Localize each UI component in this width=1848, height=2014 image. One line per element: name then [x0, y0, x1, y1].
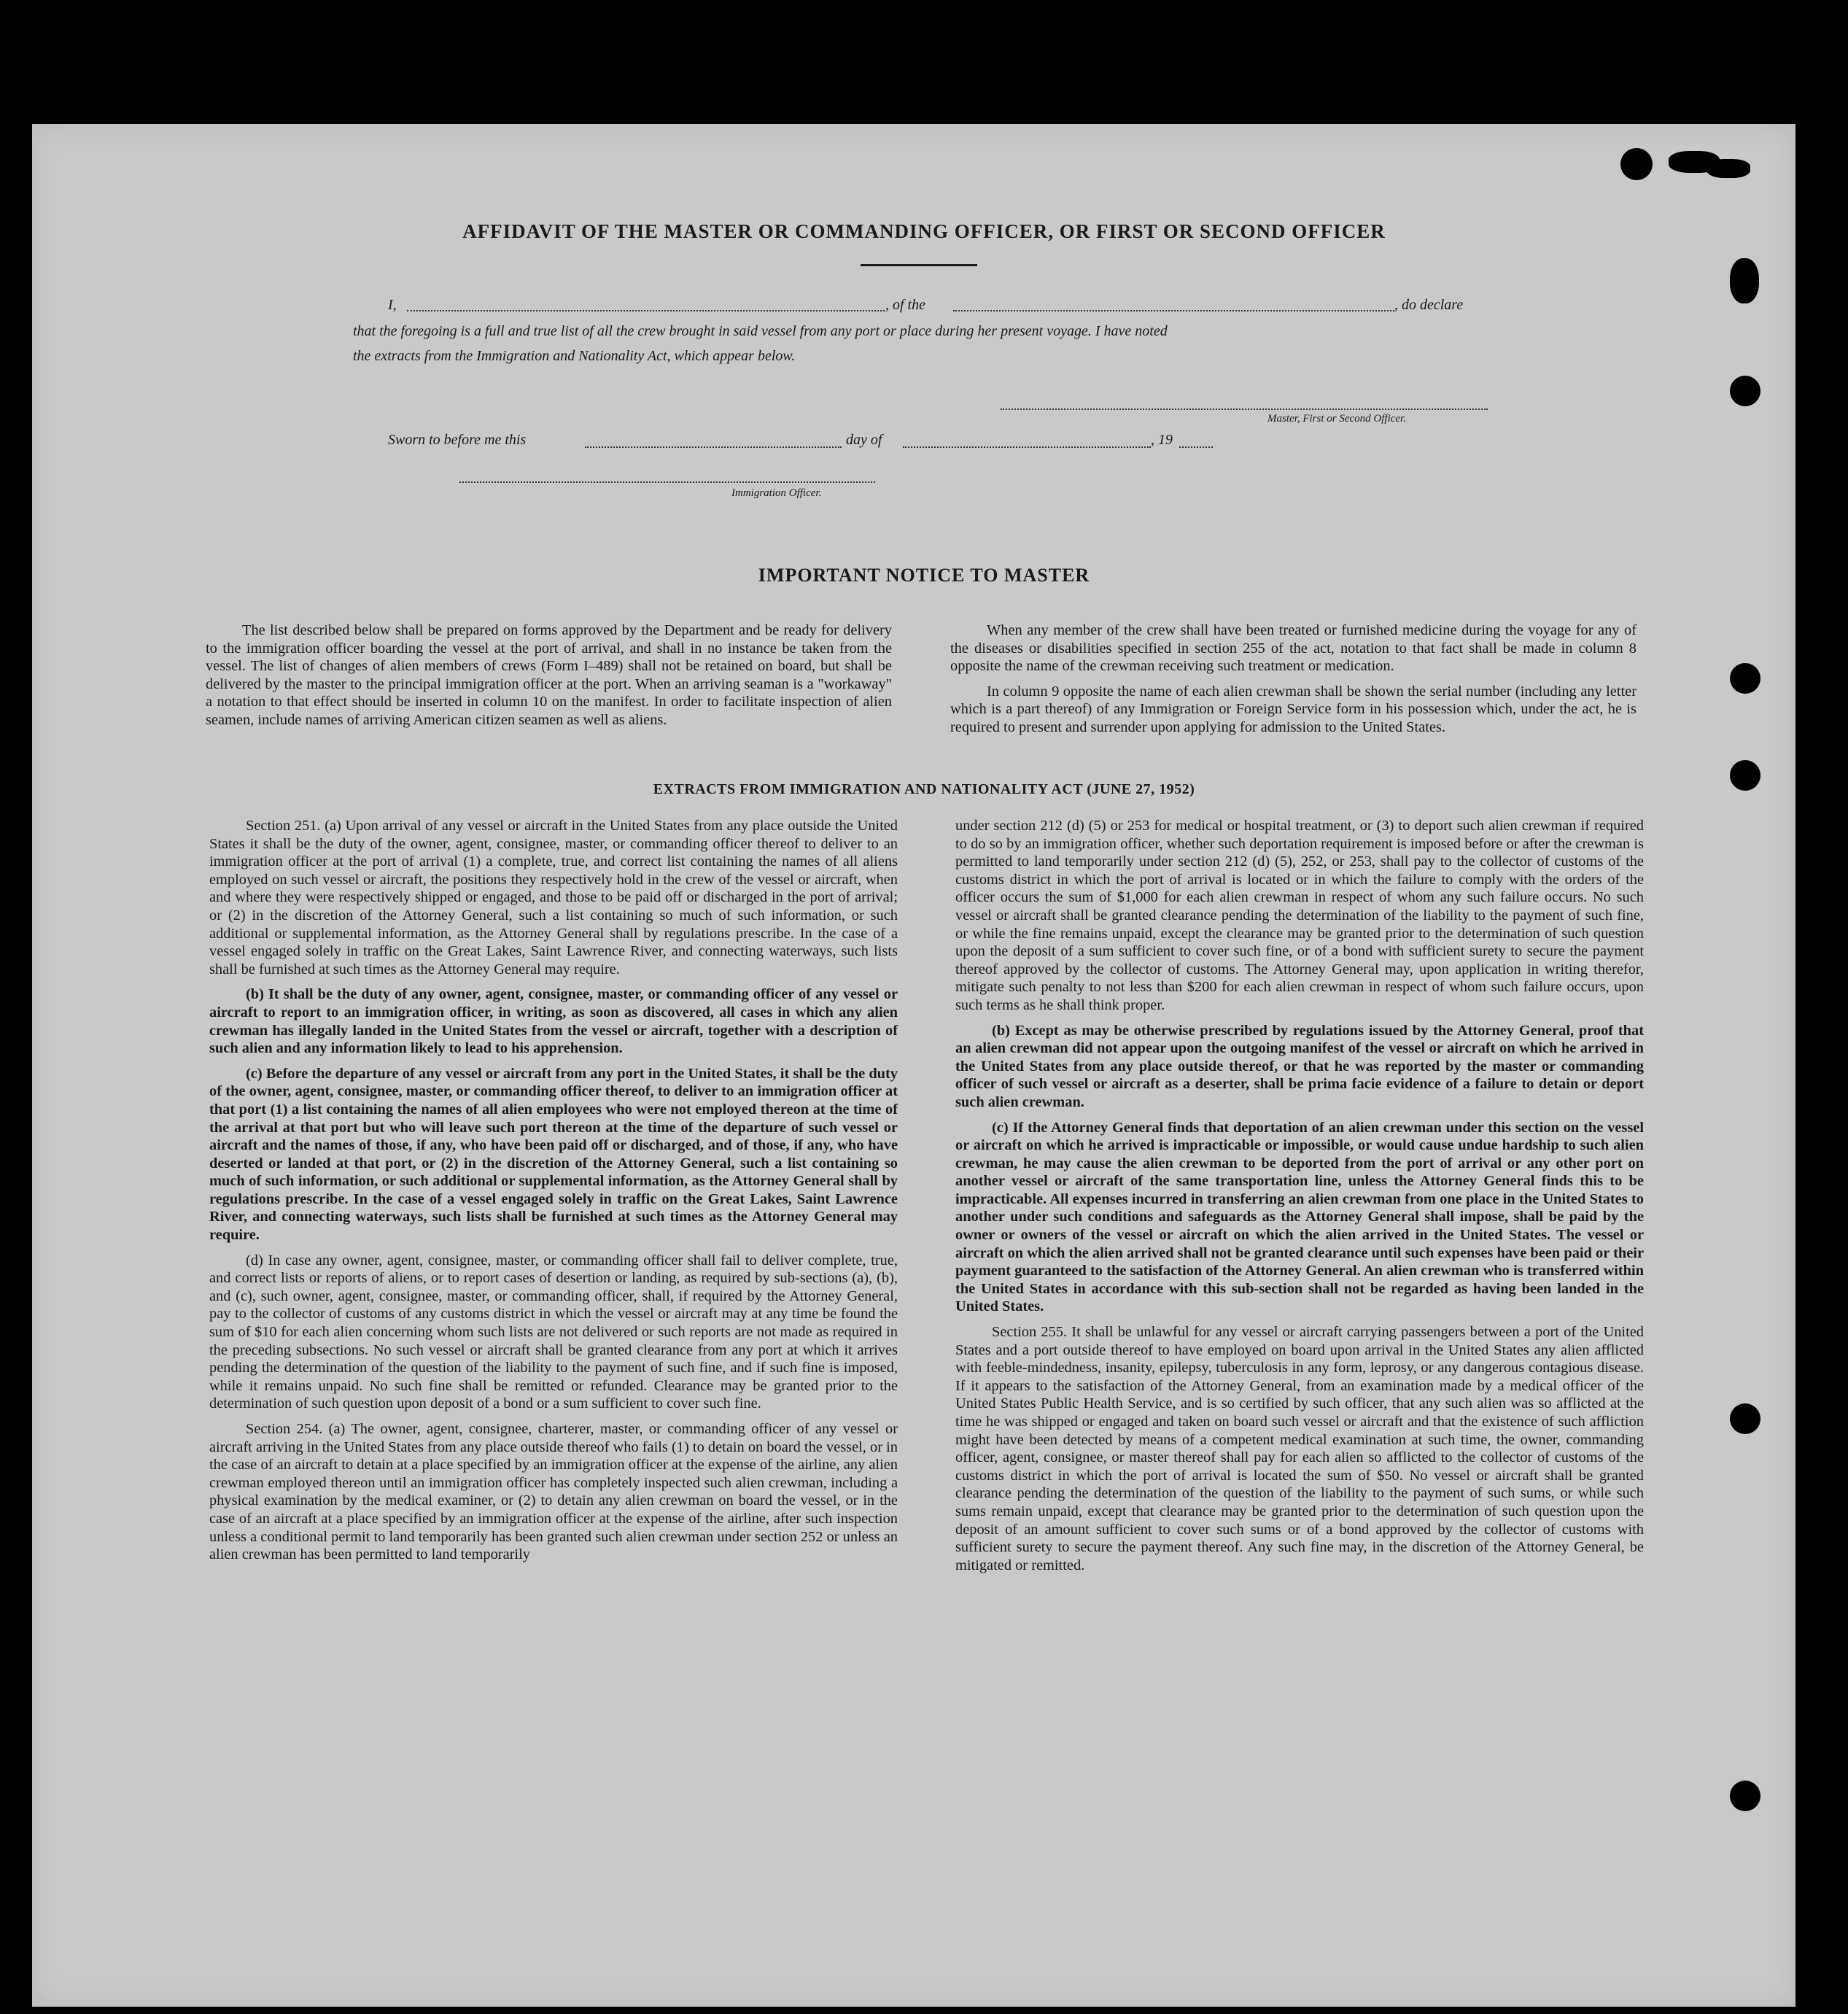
- of-the-label: , of the: [885, 297, 925, 313]
- ink-blot: [1707, 159, 1750, 178]
- binder-hole: [1730, 663, 1760, 694]
- immigration-signature-line[interactable]: [459, 481, 875, 483]
- year-label: , 19: [1151, 432, 1173, 448]
- section-251a: Section 251. (a) Upon arrival of any vessel or aircraft in the United States from any place outside the United States it shall be the duty of the owner, agent, consignee, master, or commanding officer thereof to deliver to an immigration officer at the port of arrival (1) a complete, true, and correct list containing the names of all aliens employed on such vessel or aircraft, the positions they respectively hold in the crew of the vessel or aircraft, when and where they were respectively shipped or engaged, and those to be paid off or discharged in the port of arrival; or (2) in the discretion of the Attorney General, such a list containing so much of such information, or such additional or supplemental information, as the Attorney General shall by regulations prescribe. In the case of a vessel engaged solely in traffic on the Great Lakes, Saint Lawrence River, and connecting waterways, such lists shall be furnished at such times as the Attorney General may require.: [209, 818, 898, 977]
- notice-title: IMPORTANT NOTICE TO MASTER: [758, 565, 1090, 586]
- section-251c: (c) Before the departure of any vessel or aircraft from any port in the United States, it shall be the duty of the owner, agent, consignee, master, or commanding officer thereof, to deliver to an immigration officer at that port (1) a list containing the names of all alien employees who were not employed thereon at the time of the arrival at that port but who will leave such port thereon at the time of the departure of such vessel or aircraft and the names of those, if any, who have been paid off or discharged, and of those, if any, who have deserted or landed at that port, or (2) in the discretion of the Attorney General, such a list containing so much of such information, or such additional or supplemental information, as the Attorney General shall by regulations prescribe. In the case of a vessel engaged solely in traffic on the Great Lakes, Saint Lawrence River, and connecting waterways, such lists shall be furnished at such times as the Attorney General may require.: [209, 1065, 898, 1244]
- sworn-month-field[interactable]: [903, 446, 1151, 448]
- notice-left-paragraph: The list described below shall be prepared on forms approved by the Department and be ready for delivery to the immigration officer boarding the vessel at the port of arrival, and shall in no instance be taken from the vessel. The list of changes of alien members of crews (Form I–489) shall not be retained on board, but shall be delivered by the master to the principal immigration officer at the port. When an arriving seaman is a "workaway" a notation to that effect should be inserted in column 10 on the manifest. In order to facilitate inspection of alien seamen, include names of arriving American citizen seamen as well as aliens.: [206, 622, 892, 728]
- extracts-left-column: [209, 817, 898, 1564]
- ink-blot: [1620, 148, 1653, 180]
- master-caption: Master, First or Second Officer.: [1267, 413, 1406, 425]
- i-label: I,: [388, 297, 397, 313]
- section-255: Section 255. It shall be unlawful for any vessel or aircraft carrying passengers between a port of the United States and a port outside thereof to have employed on board upon arrival in the United States any alien afflicted with feeble-mindedness, insanity, epilepsy, tuberculosis in any form, leprosy, or any dangerous contagious disease. If it appears to the satisfaction of the Attorney General, from an examination made by a medical officer of the United States Public Health Service, and is so certified by such officer, that any such alien was so afflicted at the time he was shipped or engaged and taken on board such vessel or aircraft and that the existence of such affliction might have been detected by means of a competent medical examination at such time, the owner, commanding officer, agent, consignee, or master thereof shall pay for each alien so afflicted to the collector of customs of the customs district in which the port of arrival is located the sum of $50. No vessel or aircraft shall be granted clearance pending the determination of the question of the liability to the payment of such sums, or while such sums remain unpaid, except that clearance may be granted prior to the determination of such question upon the deposit of an amount sufficient to cover such sums or of a bond approved by the collector of customs with sufficient surety to secure the payment thereof. Any such fine may, in the discretion of the Attorney General, be mitigated or remitted.: [955, 1324, 1644, 1573]
- master-signature-line[interactable]: [1001, 408, 1488, 410]
- declaration-line-1: that the foregoing is a full and true list of all the crew brought in said vessel from any port or place during her present voyage. I have noted: [353, 323, 1168, 339]
- notice-right-paragraph-1: When any member of the crew shall have been treated or furnished medicine during the voyage for any of the diseases or disabilities specified in section 255 of the act, notation to that fact shall be made in column 8 opposite the name of the crewman receiving such treatment or medication.: [950, 622, 1637, 675]
- binder-hole: [1730, 376, 1760, 406]
- sworn-year-field[interactable]: [1179, 446, 1213, 448]
- do-declare-label: , do declare: [1394, 297, 1464, 313]
- sworn-day-field[interactable]: [585, 446, 842, 448]
- affidavit-title: AFFIDAVIT OF THE MASTER OR COMMANDING OFFICER, OR FIRST OR SECOND OFFICER: [462, 220, 1386, 242]
- declaration-line-2: the extracts from the Immigration and Nationality Act, which appear below.: [353, 348, 796, 364]
- section-251d: (d) In case any owner, agent, consignee, master, or commanding officer shall fail to deliver complete, true, and correct lists or reports of aliens, or to report cases of desertion or landing, as required by sub-sections (a), (b), and (c), such owner, agent, consignee, master, or commanding officer, shall, if required by the Attorney General, pay to the collector of customs of any customs district in which the vessel or aircraft may at any time be found the sum of $10 for each alien concerning whom such lists are not delivered or such reports are not made as required in the preceding subsections. No such vessel or aircraft shall be granted clearance from any port at which it arrives pending the determination of the question of the liability to the payment of such fine, and if such fine is imposed, while it remains unpaid. No such fine shall be remitted or refunded. Clearance may be granted prior to the determination of such question upon deposit of a bond or a sum sufficient to cover such fine.: [209, 1252, 898, 1412]
- notice-right-paragraph-2: In column 9 opposite the name of each alien crewman shall be shown the serial number (including any letter which is a part thereof) of any Immigration or Foreign Service form in his possession which, under the act, he is required to present and surrender upon applying for admission to the United States.: [950, 683, 1637, 735]
- immigration-caption: Immigration Officer.: [731, 487, 822, 499]
- extracts-title: EXTRACTS FROM IMMIGRATION AND NATIONALITY ACT (JUNE 27, 1952): [653, 781, 1195, 797]
- day-of-label: day of: [846, 432, 882, 448]
- notice-right-column: [950, 621, 1637, 737]
- name-field[interactable]: [407, 310, 885, 311]
- binder-hole: [1730, 1403, 1760, 1434]
- binder-hole: [1730, 1781, 1760, 1811]
- vessel-field[interactable]: [953, 310, 1394, 311]
- binder-hole: [1730, 258, 1759, 303]
- section-254b: (b) Except as may be otherwise prescribed by regulations issued by the Attorney General, proof that an alien crewman did not appear upon the outgoing manifest of the vessel or aircraft on which he arrived in the United States from any place outside thereof, or that he was reported by the master or commanding officer of such vessel or aircraft as a deserter, shall be prima facie evidence of a failure to detain or deport such alien crewman.: [955, 1022, 1644, 1110]
- section-254a: Section 254. (a) The owner, agent, consignee, charterer, master, or commanding officer of any vessel or aircraft arriving in the United States from any place outside thereof who fails (1) to detain on board the vessel, or in the case of an aircraft to detain at a place specified by an immigration officer at the expense of the airline, any alien crewman employed thereon until an immigration officer has completely inspected such alien crewman, including a physical examination by the medical examiner, or (2) to detain any alien crewman on board the vessel, or in the case of an aircraft at a place specified by an immigration officer at the expense of the airline, after such inspection unless a conditional permit to land temporarily has been granted such alien crewman under section 252 or unless an alien crewman has been permitted to land temporarily: [209, 1421, 898, 1563]
- section-254c: (c) If the Attorney General finds that deportation of an alien crewman under this section on the vessel or aircraft on which he arrived is impracticable or impossible, or would cause undue hardship to such alien crewman, he may cause the alien crewman to be deported from the port of arrival or any other port on another vessel or aircraft of the same transportation line, unless the Attorney General finds this to be impracticable. All expenses incurred in transferring an alien crewman from one place in the United States to another under such conditions and safeguards as the Attorney General shall impose, shall be paid by the owner or owners of the vessel or aircraft on which the alien arrived in the United States. The vessel or aircraft on which the alien arrived shall not be granted clearance until such expenses have been paid or their payment guaranteed to the satisfaction of the Attorney General. An alien crewman who is transferred within the United States in accordance with this sub-section shall not be regarded as having been landed in the United States.: [955, 1119, 1644, 1315]
- section-251b: (b) It shall be the duty of any owner, agent, consignee, master, or commanding officer of any vessel or aircraft to report to an immigration officer, in writing, as soon as discovered, all cases in which any alien crewman has illegally landed in the United States from the vessel or aircraft, together with a description of such alien and any information likely to lead to his apprehension.: [209, 986, 898, 1057]
- notice-left-column: [206, 621, 892, 729]
- title-rule: [861, 264, 977, 266]
- sworn-label: Sworn to before me this: [388, 432, 527, 448]
- extracts-right-column: [955, 817, 1644, 1574]
- section-254a-continued: under section 212 (d) (5) or 253 for medical or hospital treatment, or (3) to deport such alien crewman if required to do so by an immigration officer, whether such deportation requirement is imposed before or after the crewman is permitted to land temporarily under section 212 (d) (5), 252, or 253, shall pay to the collector of customs of the customs district in which the port of arrival is located or in which the failure to comply with the orders of the officer occurs the sum of $1,000 for each alien crewman in respect of whom any such failure occurs. No such vessel or aircraft shall be granted clearance pending the determination of the liability to the payment of such fine, or while the fine remains unpaid, except the clearance may be granted prior to the determination of such question upon the deposit of a sum sufficient to cover such fine, or of a bond with sufficient surety to secure the payment thereof approved by the collector of customs. The Attorney General may, upon application in writing therefor, mitigate such penalty to not less than $200 for each alien crewman in respect of whom such failure occurs, upon such terms as he shall think proper.: [955, 818, 1644, 1013]
